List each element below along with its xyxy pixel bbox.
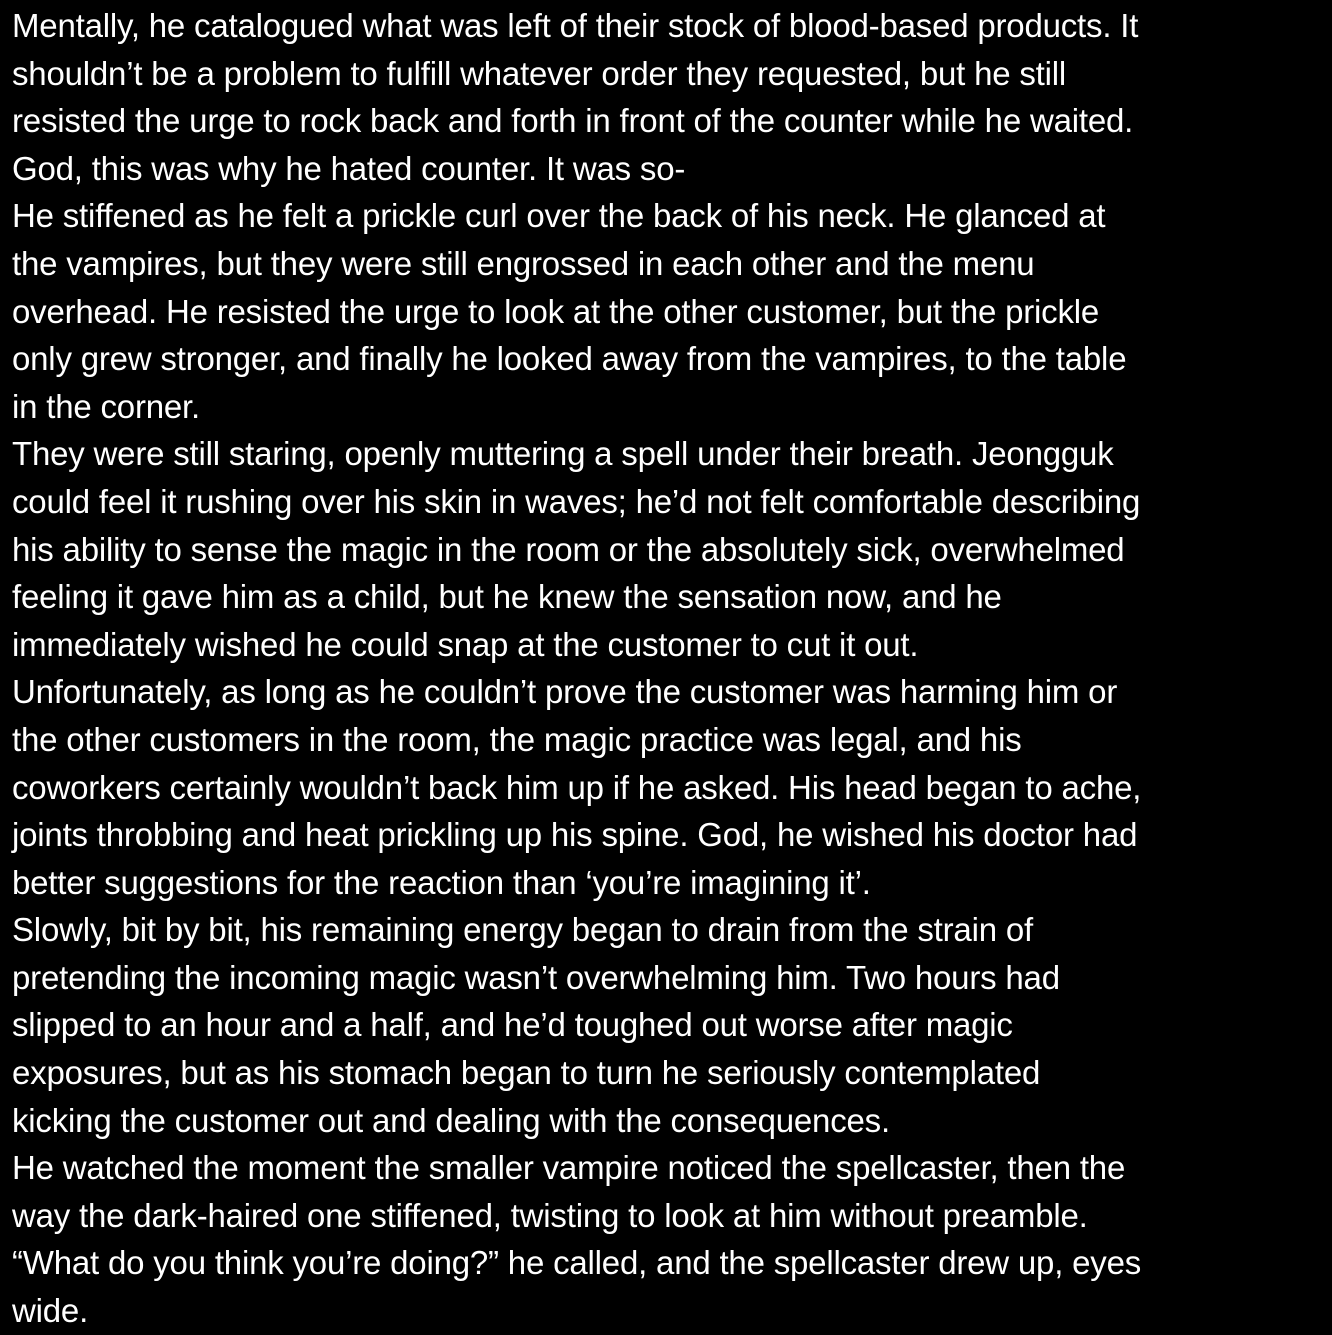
text-line-8: only grew stronger, and finally he looked away from the vampires, to the table (12, 340, 1127, 378)
text-line-10: They were still staring, openly muttering a spell under their breath. Jeongguk (12, 435, 1114, 473)
text-line-7: overhead. He resisted the urge to look at the other customer, but the prickle (12, 292, 1100, 330)
text-line-13: feeling it gave him as a child, but he knew the sensation now, and he (12, 578, 1002, 616)
text-line-23: exposures, but as his stomach began to turn he seriously contemplated (12, 1054, 1041, 1092)
text-line-28: wide. (12, 1292, 89, 1330)
text-line-5: He stiffened as he felt a prickle curl over the back of his neck. He glanced at (12, 197, 1106, 235)
text-line-16: the other customers in the room, the magic practice was legal, and his (12, 720, 1022, 758)
text-line-12: his ability to sense the magic in the room or the absolutely sick, overwhelmed (12, 530, 1125, 568)
text-line-25: He watched the moment the smaller vampire noticed the spellcaster, then the (12, 1149, 1126, 1187)
text-line-1: Mentally, he catalogued what was left of their stock of blood-based products. It (12, 7, 1139, 44)
text-line-22: slipped to an hour and a half, and he’d toughed out worse after magic (12, 1006, 1013, 1044)
story-text (12, 2, 1327, 1335)
text-line-20: Slowly, bit by bit, his remaining energy began to drain from the strain of (12, 911, 1033, 949)
text-line-2: shouldn’t be a problem to fulfill whatever order they requested, but he still (12, 54, 1067, 92)
text-line-26: way the dark-haired one stiffened, twisting to look at him without preamble. (12, 1196, 1088, 1234)
text-line-15: Unfortunately, as long as he couldn’t prove the customer was harming him or (12, 673, 1118, 711)
text-line-4: God, this was why he hated counter. It was so- (12, 149, 686, 187)
text-line-17: coworkers certainly wouldn’t back him up if he asked. His head began to ache, (12, 768, 1142, 806)
text-line-27: “What do you think you’re doing?” he called, and the spellcaster drew up, eyes (12, 1244, 1142, 1282)
text-line-24: kicking the customer out and dealing with the consequences. (12, 1101, 890, 1139)
text-line-14: immediately wished he could snap at the customer to cut it out. (12, 625, 919, 663)
text-line-9: in the corner. (12, 387, 200, 425)
text-line-19: better suggestions for the reaction than ‘you’re imagining it’. (12, 863, 871, 901)
text-line-6: the vampires, but they were still engrossed in each other and the menu (12, 244, 1035, 282)
text-line-3: resisted the urge to rock back and forth in front of the counter while he waited. (12, 102, 1134, 140)
text-line-18: joints throbbing and heat prickling up his spine. God, he wished his doctor had (12, 816, 1138, 854)
text-line-21: pretending the incoming magic wasn’t overwhelming him. Two hours had (12, 958, 1060, 996)
text-line-11: could feel it rushing over his skin in waves; he’d not felt comfortable describing (12, 482, 1141, 520)
